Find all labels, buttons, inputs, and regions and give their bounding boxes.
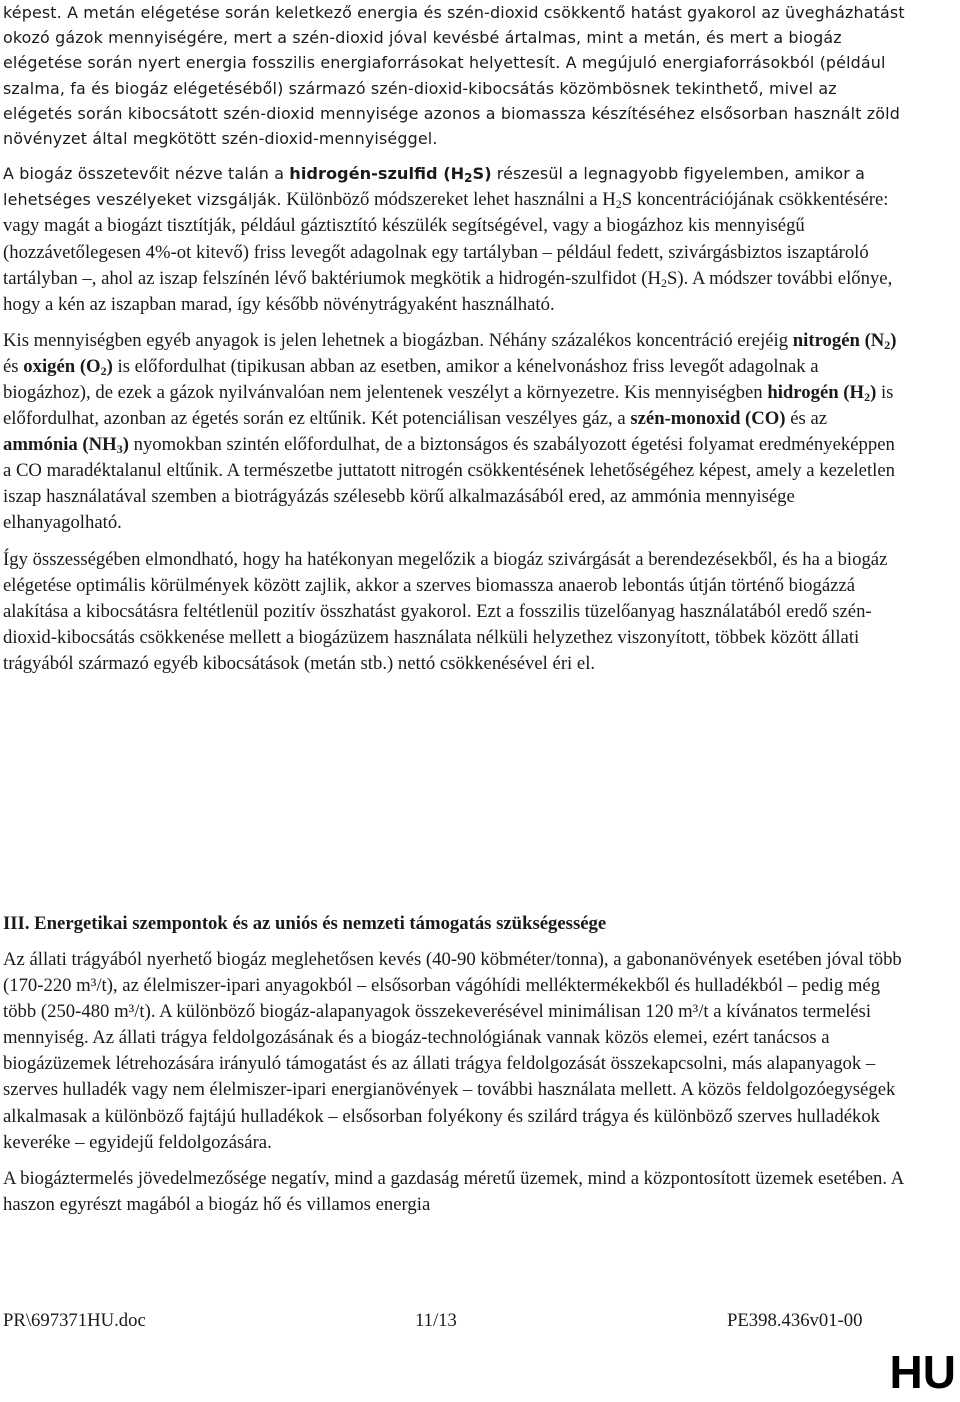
document-body	[3, 0, 905, 677]
page-footer	[0, 1308, 960, 1334]
paragraph-5: Az állati trágyából nyerhető biogáz meglehetősen kevés (40-90 köbméter/tonna), a gabonanövények esetében jóval több (170-220 m³/t), az élelmiszer-ipari anyagokból – elsősorban vágóhídi melléktermékekből és hulladékból – pedig még több (250-480 m³/t). A különböző biogáz-alapanyagok összekeverésével minimálisan 120 m³/t a kívánatos termelési mennyiség. Az állati trágya feldolgozásának és a biogáz-technológiának vannak közös elemei, ezért tanácsos a biogázüzemek létrehozására irányuló támogatást és az állati trágya feldolgozását összekapcsolni, más alapanyagok – szerves hulladék vagy nem élelmiszer-ipari energianövények – további használata mellett. A közös feldolgozóegységek alkalmasak a különböző fajtájú hulladékok – elsősorban folyékony és szilárd trágya és különböző szerves hulladékok keveréke – egyidejű feldolgozására.	[3, 949, 902, 1153]
section-heading: III. Energetikai szempontok és az uniós és nemzeti támogatás szükségessége	[3, 913, 607, 934]
paragraph-3: Kis mennyiségben egyéb anyagok is jelen lehetnek a biogázban. Néhány százalékos koncentráció erejéig nitrogén $(N_2)$ és oxigén $(O_2)$ is előfordulhat (tipikusan abban az esetben, amikor a kénelvonáshoz friss levegőt adagolnak a biogázhoz), de ezek a gázok nyilvánvalóan nem jelentenek veszélyt a környezetre. Kis mennyiségben hidrogén $(H_2)$ is előfordulhat, azonban az égetés során ez eltűnik. Két potenciálisan veszélyes gáz, a szén-monoxid (CO) és az ammónia $(NH_3)$ nyomokban szintén előfordulhat, de a biztonságos és szabályozott égetési folyamat eredményeképpen a CO maradéktalanul eltűnik. A természetbe juttatott nitrogén csökkentésének lehetőségéhez képest, amely a kezeletlen iszap használatával szemben a biotrágyázás szélesebb körű alkalmazásából ered, az ammónia mennyisége elhanyagolható.	[3, 329, 897, 534]
carbon-monoxide-term: szén-monoxid (CO)	[630, 408, 786, 430]
paragraph-1b-text: A megújuló energiaforrásokból (például szalma, fa és biogáz elégetéséből) származó szén-dioxid-kibocsátás közömbösnek tekinthető, mivel az elégetés során kibocsátott szén-dioxid mennyisége azonos a biomassza készítéséhez elsősorban használt zöld növényzet által megkötött szén-dioxid-mennyiséggel.	[3, 53, 900, 149]
paragraph-1a-text: képest. A metán elégetése során keletkező energia és szén-dioxid csökkentő hatást gyakorol az üvegházhatást okozó gázok mennyiségére, mert a szén-dioxid jóval kevésbé ártalmas, mint a metán, és mert a biogáz elégetése során nyert energia fosszilis energiaforrásokat helyettesít.	[3, 3, 905, 73]
pe-reference: PE398.436v01-00	[727, 1310, 863, 1331]
nitrogen-term: nitrogén $(N_2)$	[792, 329, 897, 352]
paragraph-2-text-b: részesül a legnagyobb figyelemben, amikor a lehetséges veszélyeket vizsgálják.	[3, 164, 866, 210]
paragraph-2-text-e: S). A módszer további előnye, hogy a kén az iszapban marad, így később növénytrágyaként használható.	[3, 267, 893, 315]
paragraph-4: Így összességében elmondható, hogy ha hatékonyan megelőzik a biogáz szivárgását a berendezésekből, és ha a biogáz elégetése optimális körülmények között zajlik, akkor a szerves biomassza anaerob lebontás útján történő biogázzá alakítása a kibocsátásra feltétlenül pozitív összhatást gyakorol. Ezt a fosszilis tüzelőanyag használatából eredő szén-dioxid-kibocsátás csökkenése mellett a biogázüzem használata nélküli helyzethez viszonyított, többek között állati trágyából származó egyéb kibocsátások (metán stb.) nettó csökkenésével éri el.	[3, 548, 888, 674]
paragraph-2-text-a: A biogáz összetevőit nézve talán a	[3, 164, 290, 184]
hydrogen-sulfide-term: hidrogén-szulfid $(H_2S)$	[289, 164, 492, 186]
language-code: HU	[889, 1346, 956, 1398]
paragraph-6: A biogáztermelés jövedelmezősége negatív, mind a gazdaság méretű üzemek, mind a központosított üzemek esetében. A haszon egyrészt magából a biogáz hő és villamos energia	[3, 1167, 904, 1215]
page-number: 11/13	[415, 1310, 457, 1331]
paragraph-2: A biogáz összetevőit nézve talán a hidrogén-szulfid $(H_2S)$ részesül a legnagyobb figyelemben, amikor a lehetséges veszélyeket vizsgálják. Különböző módszereket lehet használni a $H_2S$ koncentrációjának csökkentésére: vagy magát a biogázt tisztítják, például gáztisztító készülék segítségével, vagy a biogázhoz kis mennyiségű (hozzávetőlegesen 4%-ot kitevő) friss levegőt adagolnak egy tartályban – például fedett, szivárgásbiztos iszaptároló tartályban –, ahol az iszap felszínén lévő baktériumok megkötik a hidrogén-szulfidot $(H_2S)$. A módszer további előnye, hogy a kén az iszapban marad, így később növénytrágyaként használható.	[3, 164, 893, 315]
oxygen-term: oxigén $(O_2)$	[23, 355, 113, 378]
paragraph-2-text-d: S koncentrációjának csökkentésére: vagy magát a biogázt tisztítják, például gáztisztító készülék segítségével, vagy a biogázhoz kis mennyiségű (hozzávetőlegesen 4%-ot kitevő) friss levegőt adagolnak egy tartályban – például fedett, szivárgásbiztos iszaptároló tartályban –, ahol az iszap felszínén lévő baktériumok megkötik a hidrogén-szulfidot (H	[3, 189, 889, 289]
section-3-body	[3, 947, 905, 1218]
paragraph-2-text-c: Különböző módszereket lehet használni a H	[281, 189, 616, 211]
ammonia-term: ammónia $(NH_3)$	[3, 434, 129, 457]
paragraph-1	[3, 0, 905, 151]
document-reference: PR\697371HU.doc	[3, 1310, 146, 1331]
hydrogen-term: hidrogén $(H_2)$	[767, 381, 877, 404]
